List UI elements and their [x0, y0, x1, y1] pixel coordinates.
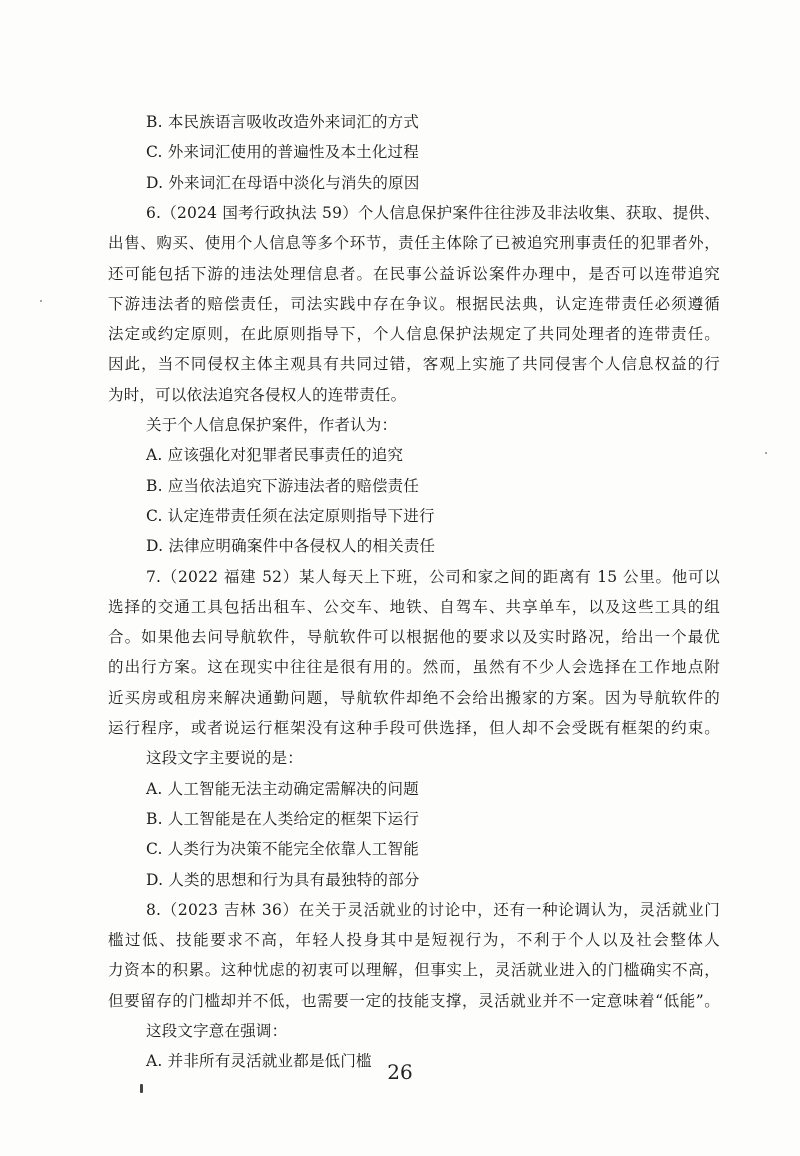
q7-stem: 这段文字主要说的是：	[146, 749, 304, 767]
page-number: 26	[387, 1060, 413, 1084]
q5-option-c: C. 外来词汇使用的普遍性及本土化过程	[146, 143, 419, 161]
q7-line-5: 近买房或租房来解决通勤问题，导航软件却绝不会给出搬家的方案。因为导航软件的	[108, 689, 720, 707]
q7-line-2: 选择的交通工具包括出租车、公交车、地铁、自驾车、共享单车，以及这些工具的组	[108, 598, 720, 616]
q6-line-2: 出售、购买、使用个人信息等多个环节，责任主体除了已被追究刑事责任的犯罪者外，	[108, 234, 720, 252]
scan-speck	[40, 300, 42, 302]
q8-line-2: 槛过低、技能要求不高，年轻人投身其中是短视行为，不利于个人以及社会整体人	[108, 931, 720, 949]
q8-line-3: 力资本的积累。这种忧虑的初衷可以理解，但事实上，灵活就业进入的门槛确实不高，	[108, 961, 720, 979]
q7-line-3: 合。如果他去问导航软件，导航软件可以根据他的要求以及实时路况，给出一个最优	[108, 628, 720, 646]
q5-option-b: B. 本民族语言吸收改造外来词汇的方式	[146, 113, 420, 131]
q6-option-a: A. 应该强化对犯罪者民事责任的追究	[146, 446, 404, 464]
q8-line-1: 8.（2023 吉林 36）在关于灵活就业的讨论中，还有一种论调认为，灵活就业门	[146, 901, 720, 919]
q6-line-6: 因此，当不同侵权主体主观具有共同过错，客观上实施了共同侵害个人信息权益的行	[108, 355, 720, 373]
q8-line-4: 但要留存的门槛却并不低，也需要一定的技能支撑，灵活就业并不一定意味着“低能”。	[108, 992, 720, 1010]
q7-option-d: D. 人类的思想和行为具有最独特的部分	[146, 871, 420, 889]
scan-artifact	[140, 1084, 143, 1093]
q6-line-3: 还可能包括下游的违法处理信息者。在民事公益诉讼案件办理中，是否可以连带追究	[108, 265, 720, 283]
q7-line-1: 7.（2022 福建 52）某人每天上下班，公司和家之间的距离有 15 公里。他可以	[146, 568, 720, 586]
q6-option-b: B. 应当依法追究下游违法者的赔偿责任	[146, 477, 420, 495]
q6-line-1: 6.（2024 国考行政执法 59）个人信息保护案件往往涉及非法收集、获取、提供、	[146, 204, 720, 222]
q5-option-d: D. 外来词汇在母语中淡化与消失的原因	[146, 174, 420, 192]
scan-speck	[765, 452, 767, 454]
q8-option-a: A. 并非所有灵活就业都是低门槛	[146, 1052, 372, 1070]
q7-line-4: 的出行方案。这在现实中往往是很有用的。然而，虽然有不少人会选择在工作地点附	[108, 658, 720, 676]
q7-option-a: A. 人工智能无法主动确定需解决的问题	[146, 780, 419, 798]
q6-line-4: 下游违法者的赔偿责任，司法实践中存在争议。根据民法典，认定连带责任必须遵循	[108, 295, 720, 313]
q6-option-c: C. 认定连带责任须在法定原则指导下进行	[146, 507, 435, 525]
q6-line-5: 法定或约定原则，在此原则指导下，个人信息保护法规定了共同处理者的连带责任。	[108, 325, 720, 343]
q7-line-6: 运行程序，或者说运行框架没有这种手段可供选择，但人却不会受既有框架的约束。	[108, 719, 720, 737]
q8-stem: 这段文字意在强调：	[146, 1022, 288, 1040]
q7-option-b: B. 人工智能是在人类给定的框架下运行	[146, 810, 420, 828]
q6-stem: 关于个人信息保护案件，作者认为：	[146, 416, 398, 434]
q6-option-d: D. 法律应明确案件中各侵权人的相关责任	[146, 537, 436, 555]
q6-line-7: 为时，可以依法追究各侵权人的连带责任。	[108, 386, 407, 404]
q7-option-c: C. 人类行为决策不能完全依靠人工智能	[146, 840, 419, 858]
